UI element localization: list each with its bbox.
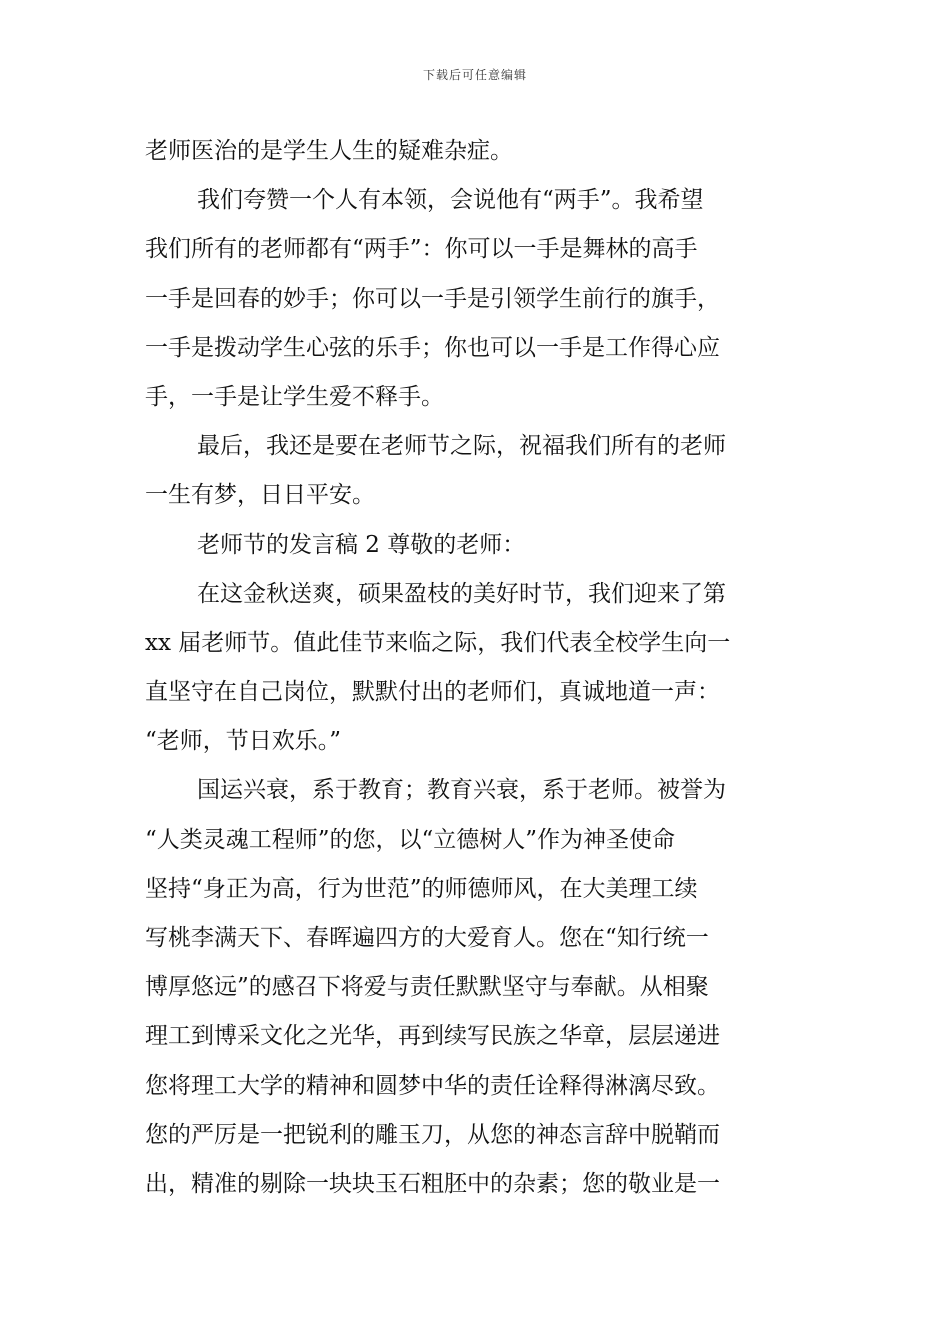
- text-line: 老师节的发言稿 2 尊敬的老师：: [197, 531, 526, 558]
- text-line: 博厚悠远”的感召下将爱与责任默默坚守与奉献。从相聚: [145, 974, 709, 1001]
- text-line: 老师医治的是学生人生的疑难杂症。: [145, 138, 513, 164]
- text-line: 最后，我还是要在老师节之际，祝福我们所有的老师: [197, 433, 726, 460]
- text-line: 一手是回春的妙手；你可以一手是引领学生前行的旗手，: [145, 285, 720, 312]
- text-line: 在这金秋送爽，硕果盈枝的美好时节，我们迎来了第: [197, 580, 726, 607]
- text-line: 手，一手是让学生爱不释手。: [145, 383, 444, 410]
- text-line: 我们夸赞一个人有本领，会说他有“两手”。我希望: [197, 187, 704, 214]
- text-line: 直坚守在自己岗位，默默付出的老师们，真诚地道一声：: [145, 679, 720, 706]
- text-line: “人类灵魂工程师”的您，以“立德树人”作为神圣使命: [145, 826, 676, 853]
- text-line: 坚持“身正为高，行为世范”的师德师风，在大美理工续: [145, 875, 698, 902]
- text-line: 一手是拨动学生心弦的乐手；你也可以一手是工作得心应: [145, 334, 720, 361]
- text-line: 国运兴衰，系于教育；教育兴衰，系于老师。被誉为: [197, 777, 726, 804]
- page-header: 下载后可任意编辑: [422, 68, 527, 82]
- text-line: 理工到博采文化之光华，再到续写民族之华章，层层递进: [145, 1023, 720, 1050]
- text-line: 出，精准的剔除一块块玉石粗胚中的杂素；您的敬业是一: [145, 1170, 720, 1197]
- text-line: 您的严厉是一把锐利的雕玉刀，从您的神态言辞中脱鞘而: [145, 1121, 720, 1148]
- text-line: 您将理工大学的精神和圆梦中华的责任诠释得淋漓尽致。: [145, 1072, 720, 1099]
- text-line: 写桃李满天下、春晖遍四方的大爱育人。您在“知行统一: [145, 925, 709, 951]
- text-line: xx 届老师节。值此佳节来临之际，我们代表全校学生向一: [145, 629, 731, 656]
- text-line: 一生有梦，日日平安。: [145, 482, 375, 509]
- text-line: “老师，节日欢乐。”: [145, 728, 342, 755]
- text-line: 我们所有的老师都有“两手”：你可以一手是舞林的高手: [145, 236, 698, 263]
- document-body: [145, 127, 810, 1209]
